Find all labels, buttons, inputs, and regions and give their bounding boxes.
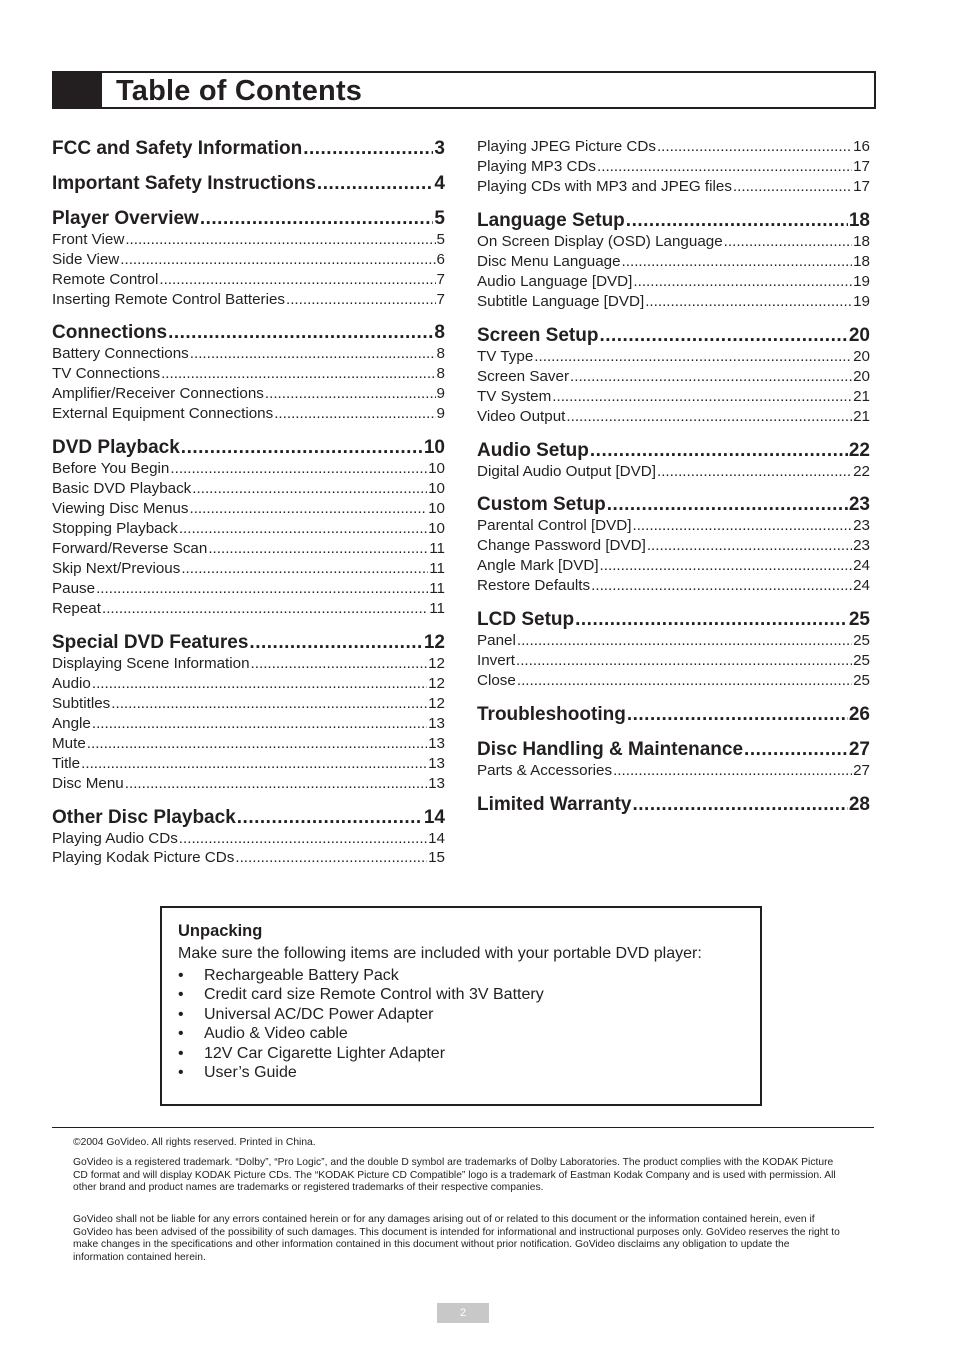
toc-section-heading <box>477 739 870 761</box>
toc-section-heading <box>477 494 870 516</box>
dot-leader <box>286 291 436 309</box>
toc-entry-label: Displaying Scene Information <box>52 655 250 672</box>
toc-entry-page: 18 <box>853 253 870 270</box>
dot-leader <box>599 325 847 347</box>
unpacking-item-label: User’s Guide <box>204 1064 297 1081</box>
dot-leader <box>622 253 853 271</box>
toc-entry <box>52 540 445 558</box>
toc-entry-label: Before You Begin <box>52 460 170 477</box>
toc-entry-label: Playing MP3 CDs <box>477 158 597 175</box>
toc-entry <box>52 775 445 793</box>
unpacking-item-label: 12V Car Cigarette Lighter Adapter <box>204 1045 446 1062</box>
dot-leader <box>125 231 435 249</box>
toc-entry-page: 6 <box>436 251 445 268</box>
toc-entry-page: 17 <box>853 178 870 195</box>
dot-leader <box>170 460 427 478</box>
toc-entry-page: 10 <box>423 437 445 458</box>
toc-entry-page: 5 <box>436 231 445 248</box>
toc-entry <box>52 271 445 289</box>
bullet-icon: • <box>178 1006 184 1023</box>
dot-leader <box>274 405 435 423</box>
toc-entry-page: 11 <box>429 560 445 577</box>
toc-entry-label: Title <box>52 755 81 772</box>
toc-entry <box>477 557 870 575</box>
dot-leader <box>161 365 435 383</box>
toc-entry-page: 10 <box>428 520 445 537</box>
toc-entry-label: Side View <box>52 251 120 268</box>
toc-section-heading <box>477 440 870 462</box>
toc-entry-page: 25 <box>848 609 870 630</box>
toc-entry-label: Disc Menu Language <box>477 253 621 270</box>
toc-entry-label: Audio <box>52 675 91 692</box>
bullet-icon: • <box>178 1064 184 1081</box>
dot-leader <box>552 388 852 406</box>
dot-leader <box>125 775 427 793</box>
toc-section-heading <box>477 325 870 347</box>
toc-entry-page: 13 <box>428 755 445 772</box>
unpacking-item-label: Audio & Video cable <box>204 1025 348 1042</box>
unpacking-list-item <box>178 1045 738 1063</box>
toc-section-heading <box>52 632 445 654</box>
toc-entry <box>477 233 870 251</box>
dot-leader <box>111 695 427 713</box>
toc-entry-label: Basic DVD Playback <box>52 480 192 497</box>
toc-entry <box>477 463 870 481</box>
toc-entry <box>477 388 870 406</box>
unpacking-list-item <box>178 967 738 985</box>
toc-entry-page: 12 <box>428 695 445 712</box>
toc-entry-page: 9 <box>436 405 445 422</box>
toc-entry-label: Remote Control <box>52 271 159 288</box>
toc-entry <box>52 405 445 423</box>
toc-entry-label: Video Output <box>477 408 566 425</box>
toc-entry-label: Playing Audio CDs <box>52 830 178 847</box>
toc-entry-page: 12 <box>428 675 445 692</box>
toc-entry-label: Subtitle Language [DVD] <box>477 293 645 310</box>
toc-entry <box>477 368 870 386</box>
toc-entry-page: 10 <box>428 460 445 477</box>
dot-leader <box>633 794 848 816</box>
bullet-icon: • <box>178 986 184 1003</box>
dot-leader <box>189 500 427 518</box>
toc-section-heading <box>52 322 445 344</box>
toc-entry <box>477 293 870 311</box>
dot-leader <box>251 655 428 673</box>
toc-entry-label: Parental Control [DVD] <box>477 517 632 534</box>
unpacking-title: Unpacking <box>178 922 263 940</box>
toc-entry <box>52 715 445 733</box>
toc-entry-page: 25 <box>853 672 870 689</box>
bullet-icon: • <box>178 1045 184 1062</box>
toc-entry <box>52 560 445 578</box>
toc-entry <box>52 345 445 363</box>
toc-entry <box>477 762 870 780</box>
dot-leader <box>237 807 423 829</box>
toc-entry-label: Invert <box>477 652 515 669</box>
toc-entry-page: 20 <box>853 368 870 385</box>
dot-leader <box>92 715 427 733</box>
toc-entry-page: 11 <box>429 540 445 557</box>
unpacking-list-item <box>178 1064 738 1082</box>
toc-entry-label: On Screen Display (OSD) Language <box>477 233 723 250</box>
toc-entry <box>52 385 445 403</box>
toc-entry-page: 18 <box>848 210 870 231</box>
toc-entry-page: 23 <box>848 494 870 515</box>
unpacking-list-item <box>178 1025 738 1043</box>
toc-entry-label: Troubleshooting <box>477 704 626 725</box>
toc-entry <box>52 755 445 773</box>
toc-entry <box>477 517 870 535</box>
dot-leader <box>657 138 852 156</box>
toc-entry-label: Forward/Reverse Scan <box>52 540 208 557</box>
unpacking-box <box>160 906 762 1106</box>
toc-section-heading <box>52 173 445 195</box>
page-title: Table of Contents <box>116 75 363 107</box>
toc-entry-label: Disc Menu <box>52 775 124 792</box>
toc-entry-label: Audio Setup <box>477 440 589 461</box>
toc-entry-label: Viewing Disc Menus <box>52 500 189 517</box>
toc-entry <box>52 231 445 249</box>
dot-leader <box>249 632 422 654</box>
dot-leader <box>657 463 852 481</box>
toc-entry-label: Angle Mark [DVD] <box>477 557 599 574</box>
toc-entry-page: 17 <box>853 158 870 175</box>
dot-leader <box>235 849 427 867</box>
toc-entry-page: 28 <box>848 794 870 815</box>
toc-entry-label: Mute <box>52 735 86 752</box>
toc-entry-page: 13 <box>428 715 445 732</box>
toc-entry-page: 13 <box>428 735 445 752</box>
toc-entry-label: Amplifier/Receiver Connections <box>52 385 264 402</box>
dot-leader <box>516 652 852 670</box>
toc-entry-page: 24 <box>853 577 870 594</box>
toc-entry <box>52 500 445 518</box>
dot-leader <box>317 173 434 195</box>
dot-leader <box>627 704 848 726</box>
dot-leader <box>607 494 848 516</box>
toc-entry-page: 22 <box>853 463 870 480</box>
toc-entry-label: Parts & Accessories <box>477 762 613 779</box>
toc-section-heading <box>52 208 445 230</box>
unpacking-item-label: Rechargeable Battery Pack <box>204 967 399 984</box>
toc-entry-page: 27 <box>853 762 870 779</box>
toc-entry-label: Digital Audio Output [DVD] <box>477 463 656 480</box>
toc-section-heading <box>477 704 870 726</box>
toc-entry-page: 19 <box>853 293 870 310</box>
dot-leader <box>200 208 434 230</box>
dot-leader <box>724 233 852 251</box>
unpacking-intro: Make sure the following items are included with your portable DVD player: <box>178 945 702 962</box>
toc-entry <box>477 577 870 595</box>
unpacking-list-item <box>178 1006 738 1024</box>
toc-entry <box>477 158 870 176</box>
toc-entry <box>477 408 870 426</box>
toc-entry-label: Playing Kodak Picture CDs <box>52 849 235 866</box>
dot-leader <box>613 762 852 780</box>
toc-section-heading <box>52 807 445 829</box>
toc-entry-label: Repeat <box>52 600 101 617</box>
toc-entry-label: Audio Language [DVD] <box>477 273 633 290</box>
toc-entry-label: Skip Next/Previous <box>52 560 181 577</box>
toc-entry <box>52 580 445 598</box>
toc-entry-page: 26 <box>848 704 870 725</box>
toc-entry-label: Custom Setup <box>477 494 606 515</box>
dot-leader <box>120 251 435 269</box>
toc-entry-label: TV System <box>477 388 552 405</box>
toc-entry <box>477 253 870 271</box>
toc-entry-page: 24 <box>853 557 870 574</box>
toc-entry <box>52 849 445 867</box>
toc-entry-page: 4 <box>434 173 445 194</box>
footer-divider <box>52 1127 874 1128</box>
toc-section-heading <box>477 210 870 232</box>
bullet-icon: • <box>178 967 184 984</box>
toc-entry-page: 18 <box>853 233 870 250</box>
dot-leader <box>633 273 852 291</box>
toc-entry-page: 10 <box>428 500 445 517</box>
toc-entry-page: 10 <box>428 480 445 497</box>
dot-leader <box>632 517 852 535</box>
dot-leader <box>647 537 852 555</box>
toc-entry-label: FCC and Safety Information <box>52 138 303 159</box>
toc-entry <box>477 138 870 156</box>
bullet-icon: • <box>178 1025 184 1042</box>
dot-leader <box>181 560 428 578</box>
dot-leader <box>87 735 427 753</box>
toc-entry <box>52 365 445 383</box>
toc-entry-label: Inserting Remote Control Batteries <box>52 291 285 308</box>
dot-leader <box>181 437 423 459</box>
toc-entry-label: Panel <box>477 632 516 649</box>
toc-entry-page: 20 <box>853 348 870 365</box>
toc-entry <box>477 632 870 650</box>
toc-entry-label: Screen Saver <box>477 368 570 385</box>
toc-entry-page: 7 <box>436 271 445 288</box>
toc-entry-label: Playing JPEG Picture CDs <box>477 138 656 155</box>
toc-entry-page: 27 <box>848 739 870 760</box>
toc-entry-page: 20 <box>848 325 870 346</box>
toc-section-heading <box>52 437 445 459</box>
toc-entry-label: Screen Setup <box>477 325 599 346</box>
toc-entry-page: 21 <box>853 408 870 425</box>
dot-leader <box>303 138 433 160</box>
toc-entry-label: Angle <box>52 715 91 732</box>
toc-entry-label: External Equipment Connections <box>52 405 274 422</box>
toc-entry-label: Language Setup <box>477 210 625 231</box>
title-accent-block <box>54 73 102 107</box>
toc-entry-label: Connections <box>52 322 168 343</box>
dot-leader <box>517 672 852 690</box>
toc-entry-page: 5 <box>434 208 445 229</box>
toc-entry-page: 12 <box>423 632 445 653</box>
toc-section-heading <box>52 138 445 160</box>
page-number: 2 <box>437 1303 489 1323</box>
dot-leader <box>744 739 848 761</box>
toc-entry <box>52 695 445 713</box>
dot-leader <box>626 210 848 232</box>
toc-entry-page: 21 <box>853 388 870 405</box>
dot-leader <box>192 480 427 498</box>
dot-leader <box>168 322 433 344</box>
toc-entry-label: Change Password [DVD] <box>477 537 646 554</box>
toc-entry <box>52 735 445 753</box>
toc-entry-label: Close <box>477 672 516 689</box>
dot-leader <box>179 520 427 538</box>
dot-leader <box>597 158 852 176</box>
dot-leader <box>159 271 435 289</box>
toc-section-heading <box>477 609 870 631</box>
toc-entry-label: TV Type <box>477 348 534 365</box>
dot-leader <box>534 348 852 366</box>
toc-entry-page: 25 <box>853 652 870 669</box>
toc-entry <box>52 520 445 538</box>
toc-entry <box>52 675 445 693</box>
toc-entry-label: Pause <box>52 580 96 597</box>
dot-leader <box>179 830 427 848</box>
footer-disclaimer: GoVideo shall not be liable for any errors contained herein or for any damages arising out of or related to this document or the information contained herein, even if GoVideo has been advised of the possibility of such damages. This document is intended for informational and instructional purposes only. GoVideo reserves the right to make changes in the specifications and other information contained in this document without prior notification. GoVideo disclaims any obligation to update the information contained herein. <box>73 1214 840 1264</box>
toc-entry <box>52 600 445 618</box>
footer-trademarks: GoVideo is a registered trademark. “Dolby”, “Pro Logic”, and the double D symbol are trademarks of Dolby Laboratories. The product complies with the KODAK Picture CD format and will display KODAK Picture CDs. The “KODAK Picture CD Compatible” logo is a trademark of Eastman Kodak Company and is used with permission. All other brand and product names are trademarks or registered trademarks of their respective companies. <box>73 1157 836 1194</box>
toc-entry-page: 12 <box>428 655 445 672</box>
toc-entry <box>52 830 445 848</box>
toc-entry-page: 19 <box>853 273 870 290</box>
toc-entry-label: Important Safety Instructions <box>52 173 316 194</box>
unpacking-list-item <box>178 986 738 1004</box>
toc-entry-page: 22 <box>848 440 870 461</box>
toc-entry-page: 7 <box>436 291 445 308</box>
dot-leader <box>517 632 852 650</box>
dot-leader <box>102 600 428 618</box>
toc-entry-label: Player Overview <box>52 208 199 229</box>
dot-leader <box>590 440 848 462</box>
toc-entry <box>477 652 870 670</box>
toc-entry-label: Subtitles <box>52 695 111 712</box>
toc-entry-page: 14 <box>428 830 445 847</box>
toc-entry-page: 14 <box>423 807 445 828</box>
toc-entry-label: Battery Connections <box>52 345 189 362</box>
toc-entry-label: Front View <box>52 231 125 248</box>
toc-entry <box>52 655 445 673</box>
dot-leader <box>190 345 436 363</box>
toc-entry-page: 16 <box>853 138 870 155</box>
toc-entry-page: 11 <box>429 580 445 597</box>
toc-entry-label: Other Disc Playback <box>52 807 236 828</box>
toc-entry-label: Playing CDs with MP3 and JPEG files <box>477 178 732 195</box>
dot-leader <box>265 385 436 403</box>
toc-entry-page: 23 <box>853 537 870 554</box>
toc-entry-page: 8 <box>436 345 445 362</box>
toc-entry <box>477 672 870 690</box>
toc-entry-page: 25 <box>853 632 870 649</box>
toc-entry <box>52 460 445 478</box>
toc-entry <box>52 291 445 309</box>
toc-entry-label: Stopping Playback <box>52 520 178 537</box>
dot-leader <box>591 577 852 595</box>
unpacking-item-label: Universal AC/DC Power Adapter <box>204 1006 434 1023</box>
dot-leader <box>575 609 848 631</box>
toc-entry-label: Disc Handling & Maintenance <box>477 739 744 760</box>
toc-entry-page: 8 <box>436 365 445 382</box>
toc-entry-label: Limited Warranty <box>477 794 632 815</box>
title-bar <box>52 71 876 109</box>
toc-entry-page: 13 <box>428 775 445 792</box>
footer-copyright: ©2004 GoVideo. All rights reserved. Printed in China. <box>73 1137 316 1148</box>
toc-entry-label: Special DVD Features <box>52 632 249 653</box>
dot-leader <box>81 755 427 773</box>
dot-leader <box>570 368 852 386</box>
toc-entry <box>477 348 870 366</box>
unpacking-item-label: Credit card size Remote Control with 3V Battery <box>204 986 544 1003</box>
toc-entry <box>52 480 445 498</box>
toc-entry-page: 23 <box>853 517 870 534</box>
toc-entry-page: 9 <box>436 385 445 402</box>
toc-entry-page: 11 <box>429 600 445 617</box>
dot-leader <box>96 580 428 598</box>
dot-leader <box>645 293 852 311</box>
toc-entry-page: 15 <box>428 849 445 866</box>
dot-leader <box>208 540 428 558</box>
toc-entry-label: Restore Defaults <box>477 577 591 594</box>
dot-leader <box>92 675 427 693</box>
toc-entry-label: DVD Playback <box>52 437 180 458</box>
toc-entry <box>477 178 870 196</box>
toc-entry-page: 8 <box>434 322 445 343</box>
toc-entry-label: TV Connections <box>52 365 161 382</box>
toc-entry-label: LCD Setup <box>477 609 575 630</box>
dot-leader <box>566 408 852 426</box>
toc-entry-page: 3 <box>434 138 445 159</box>
dot-leader <box>600 557 853 575</box>
toc-entry <box>477 273 870 291</box>
toc-section-heading <box>477 794 870 816</box>
toc-entry <box>477 537 870 555</box>
toc-entry <box>52 251 445 269</box>
dot-leader <box>733 178 852 196</box>
